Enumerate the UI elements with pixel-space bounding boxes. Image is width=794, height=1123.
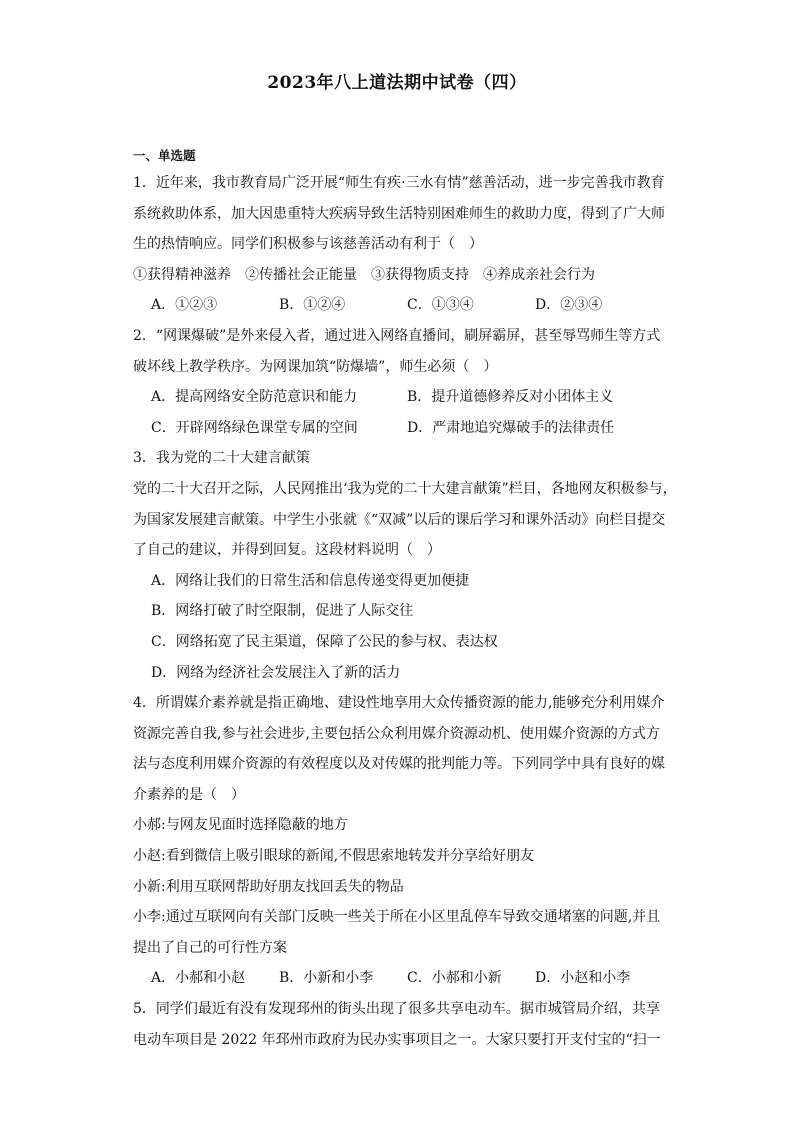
question-4-line: 法与态度利用媒介资源的有效程度以及对传媒的批判能力等。下列同学中具有良好的媒 — [133, 756, 665, 773]
question-4-line: 小郝:与网友见面时选择隐蔽的地方 — [133, 817, 348, 834]
question-1-options — [133, 290, 663, 321]
question-3-line: 党的二十大召开之际，人民网推出‘我为党的二十大建言献策”栏目，各地网友积极参与， — [133, 480, 677, 497]
option-b: B．①②④ — [279, 297, 346, 314]
option-c: C．网络拓宽了民主渠道，保障了公民的参与权、表达权 — [151, 633, 498, 650]
question-2-line: 破坏线上教学秩序。为网课加筑“防爆墙”，师生必须（ ） — [133, 358, 498, 375]
option-b: B．网络打破了时空限制，促进了人际交往 — [151, 603, 414, 620]
question-1-line: 系统救助体系，加大因患重特大疾病导致生活特别困难师生的救助力度，得到了广大师 — [133, 205, 665, 222]
question-3-line: 了自己的建议，并得到回复。这段材料说明（ ） — [133, 542, 441, 559]
question-1-statements: ①获得精神滋养 ②传播社会正能量 ③获得物质支持 ④养成亲社会行为 — [133, 266, 595, 283]
option-a: A．提高网络安全防范意识和能力 — [151, 389, 358, 406]
question-2-options-row — [133, 413, 663, 444]
option-d: D．严肃地追究爆破手的法律责任 — [407, 419, 615, 436]
option-c: C．小郝和小新 — [407, 970, 502, 987]
question-4-line: 提出了自己的可行性方案 — [133, 939, 287, 956]
option-d: D．②③④ — [535, 297, 603, 314]
question-4-line: 小新:利用互联网帮助好朋友找回丢失的物品 — [133, 878, 404, 895]
question-2-line: 2．“网课爆破”是外来侵入者，通过进入网络直播间，刷屏霸屏，甚至辱骂师生等方式 — [133, 327, 661, 344]
option-a: A．①②③ — [151, 297, 218, 314]
section-heading: 一、单选题 — [133, 148, 196, 163]
question-1-line: 生的热情响应。同学们积极参与该慈善活动有利于（ ） — [133, 236, 483, 253]
question-4-line: 小赵:看到微信上吸引眼球的新闻,不假思索地转发并分享给好朋友 — [133, 848, 535, 865]
question-2-options-row — [133, 382, 663, 413]
option-a: A．小郝和小赵 — [151, 970, 246, 987]
question-4-options — [133, 963, 663, 994]
option-d: D．网络为经济社会发展注入了新的活力 — [151, 664, 401, 681]
option-d: D．小赵和小李 — [535, 970, 631, 987]
question-3-line: 3．我为党的二十大建言献策 — [133, 450, 310, 467]
question-list — [133, 168, 677, 1055]
option-b: B．小新和小李 — [279, 970, 374, 987]
question-4-line: 4．所谓媒介素养就是指正确地、建设性地享用大众传播资源的能力,能够充分利用媒介 — [133, 695, 665, 712]
question-3-line: 为国家发展建言献策。中学生小张就《“双减”以后的课后学习和课外活动》向栏目提交 — [133, 511, 666, 528]
question-5-line: 电动车项目是 2022 年邳州市政府为民办实事项目之一。大家只要打开支付宝的“扫一 — [133, 1031, 661, 1048]
document-title: 2023年八上道法期中试卷（四） — [267, 73, 527, 93]
option-b: B．提升道德修养反对小团体主义 — [407, 389, 614, 406]
option-a: A．网络让我们的日常生活和信息传递变得更加便捷 — [151, 572, 470, 589]
option-c: C．①③④ — [407, 297, 474, 314]
question-1-line: 1．近年来，我市教育局广泛开展“师生有疾·三水有情”慈善活动，进一步完善我市教育 — [133, 175, 665, 191]
question-4-line: 介素养的是（ ） — [133, 786, 245, 803]
question-5-line: 5．同学们最近有没有发现邳州的街头出现了很多共享电动车。据市城管局介绍，共享 — [133, 1001, 660, 1018]
question-4-line: 小李:通过互联网向有关部门反映一些关于所在小区里乱停车导致交通堵塞的问题,并且 — [133, 909, 661, 926]
option-c: C．开辟网络绿色课堂专属的空间 — [151, 419, 358, 436]
question-4-line: 资源完善自我,参与社会进步,主要包括公众利用媒介资源动机、使用媒介资源的方式方 — [133, 725, 660, 742]
